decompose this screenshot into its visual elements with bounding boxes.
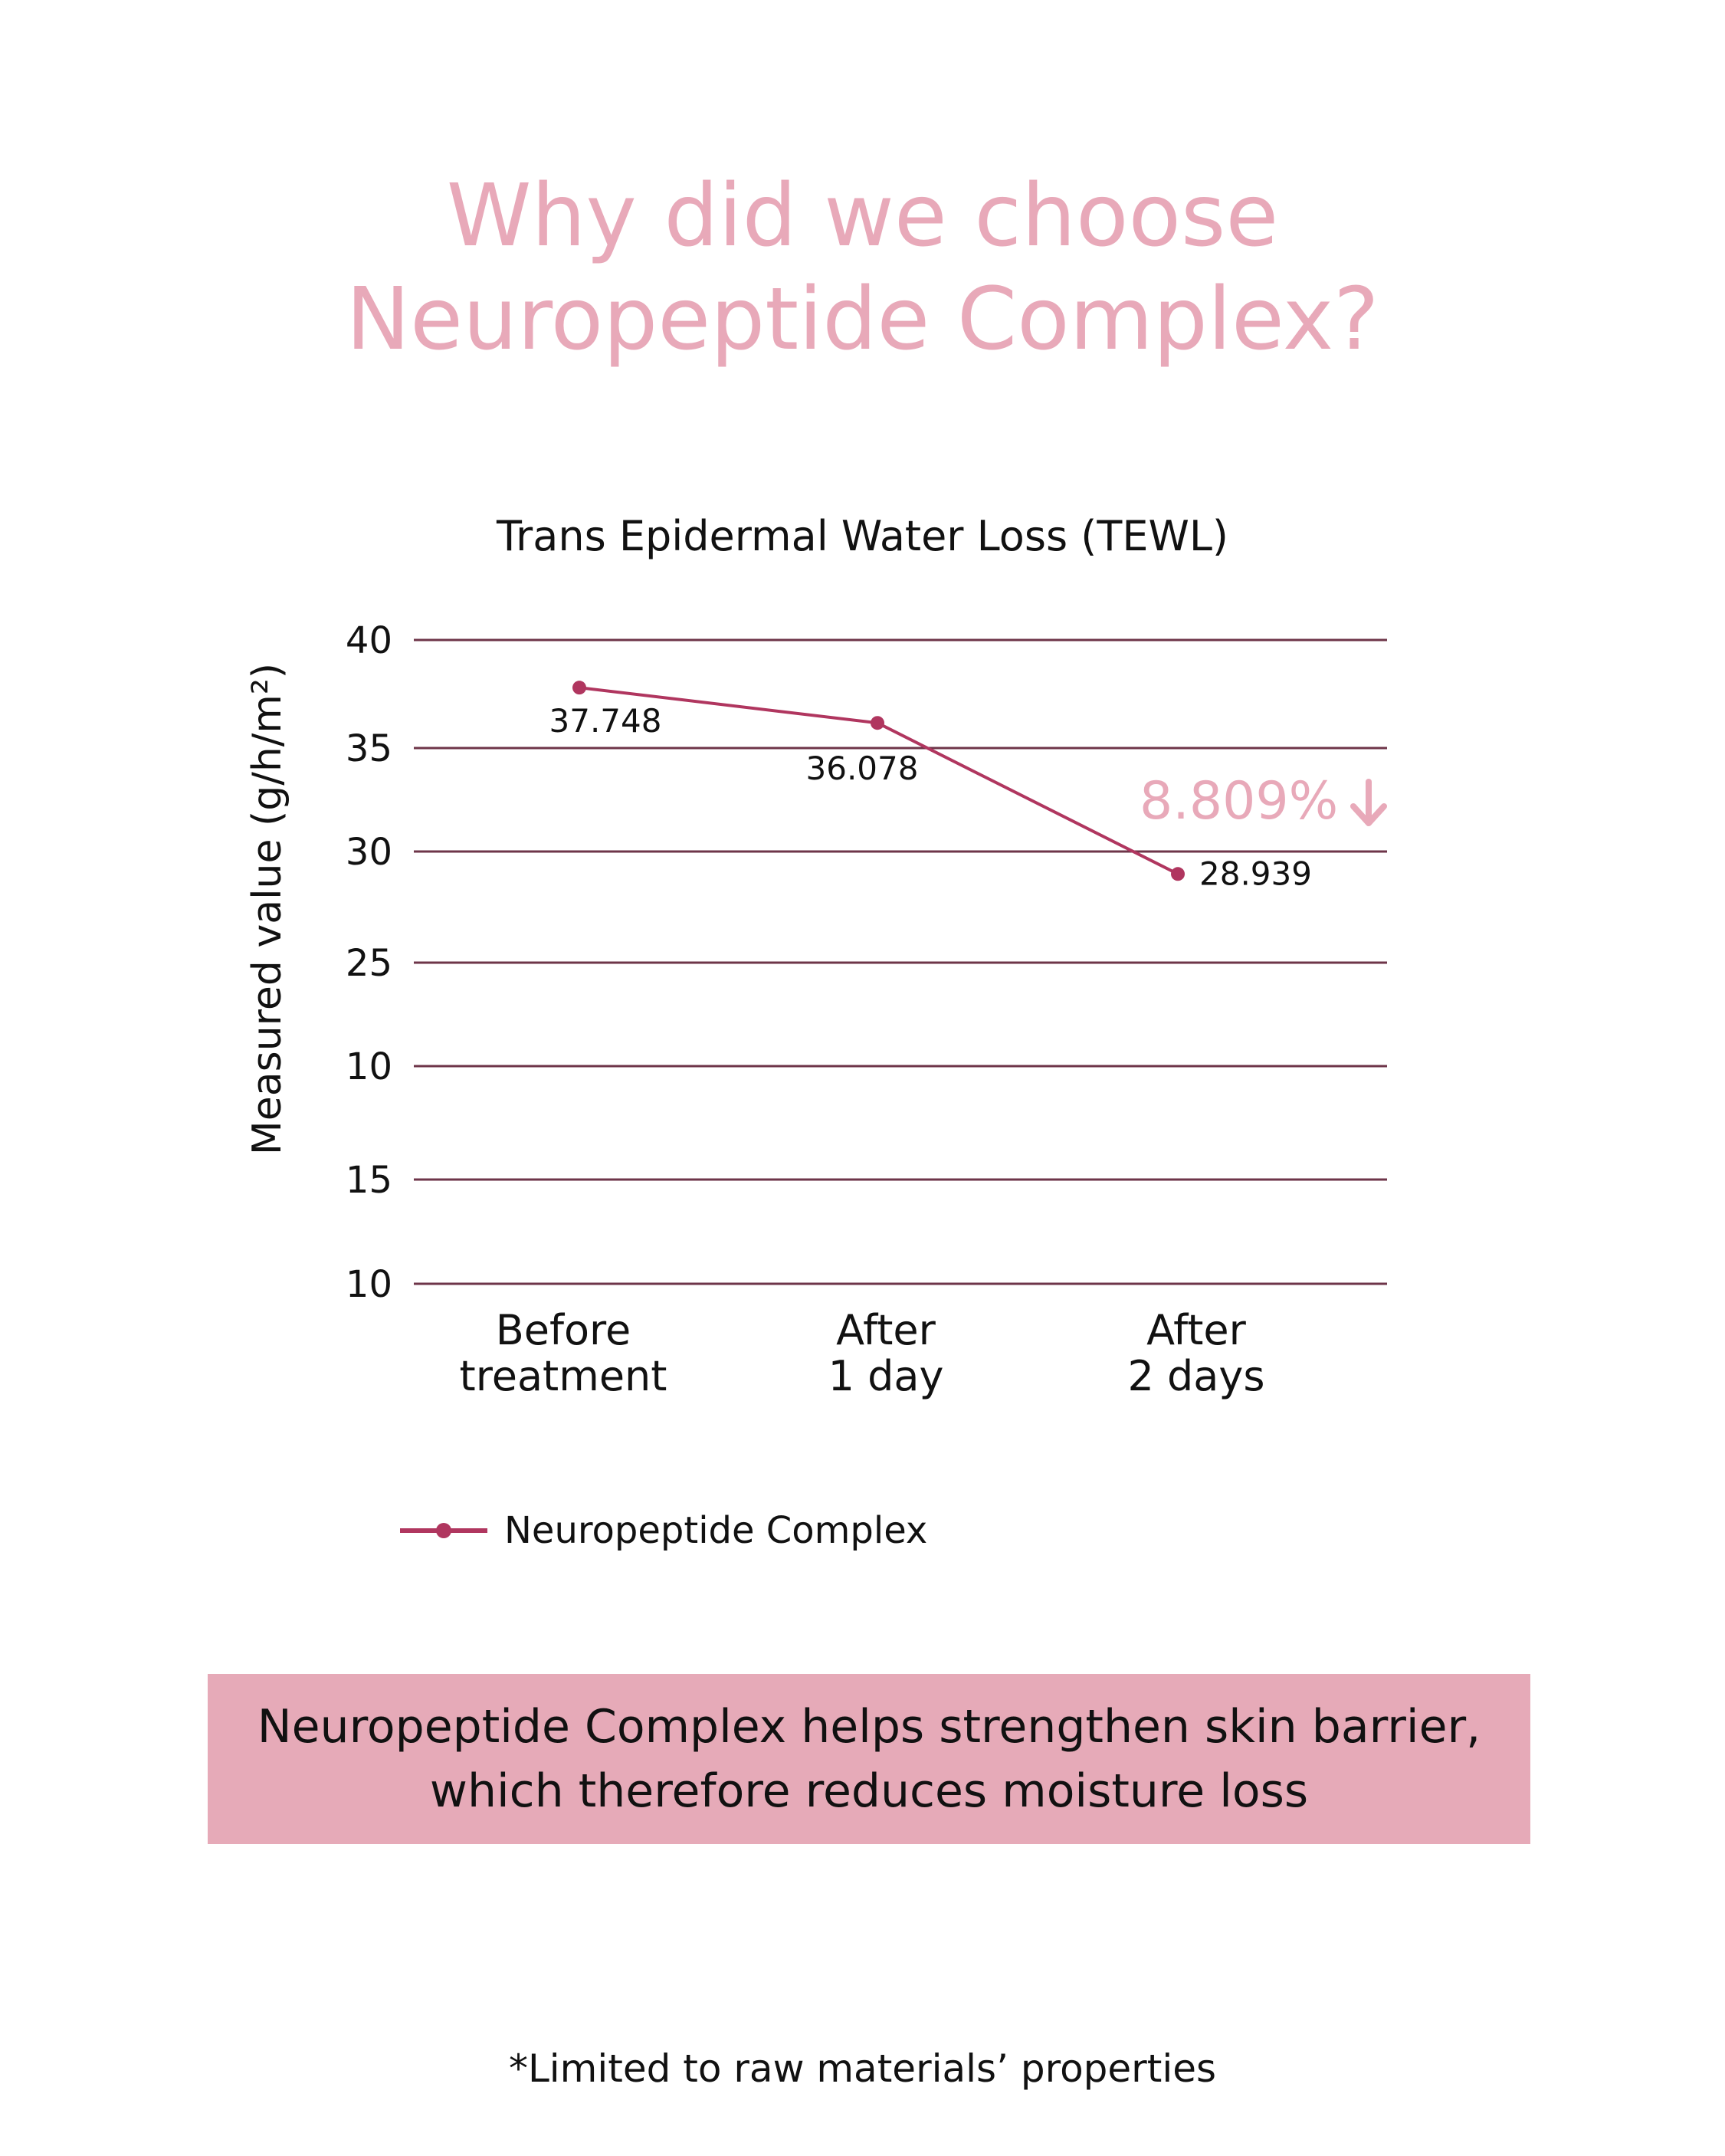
y-tick-label: 10 <box>345 1045 392 1088</box>
legend-series-marker <box>400 1528 487 1533</box>
data-label: 37.748 <box>549 702 662 740</box>
data-label: 36.078 <box>805 750 919 788</box>
x-tick-label: After <box>836 1306 936 1354</box>
data-point <box>572 681 586 694</box>
y-tick-label: 10 <box>345 1263 392 1306</box>
y-tick-label: 30 <box>345 831 392 874</box>
drop-percentage-label: 8.809% <box>1140 771 1339 832</box>
y-tick-label: 25 <box>345 942 392 985</box>
claim-banner-line-1: Neuropeptide Complex helps strengthen skin barrier, <box>257 1700 1481 1754</box>
y-tick-label: 40 <box>345 619 392 662</box>
chart-legend <box>400 1504 927 1557</box>
x-tick-label: 1 day <box>828 1352 944 1400</box>
headline-line-1: Why did we choose <box>446 166 1279 266</box>
data-point <box>871 716 884 730</box>
y-tick-label: 35 <box>345 727 392 770</box>
chart-title: Trans Epidermal Water Loss (TEWL) <box>497 512 1228 560</box>
data-label: 28.939 <box>1199 855 1312 893</box>
claim-banner-line-2: which therefore reduces moisture loss <box>429 1764 1309 1818</box>
x-tick-label: After <box>1146 1306 1246 1354</box>
y-axis-title: Measured value (g/h/m²) <box>244 662 290 1156</box>
footnote: *Limited to raw materials’ properties <box>508 2046 1217 2091</box>
legend-series-label: Neuropeptide Complex <box>504 1509 928 1552</box>
x-tick-label: 2 days <box>1127 1352 1265 1400</box>
x-tick-label: Before <box>495 1306 631 1354</box>
y-tick-label: 15 <box>345 1159 392 1202</box>
data-point <box>1171 867 1185 881</box>
headline-line-2: Neuropeptide Complex? <box>346 270 1379 369</box>
claim-banner <box>208 1674 1530 1844</box>
x-tick-label: treatment <box>459 1352 667 1400</box>
